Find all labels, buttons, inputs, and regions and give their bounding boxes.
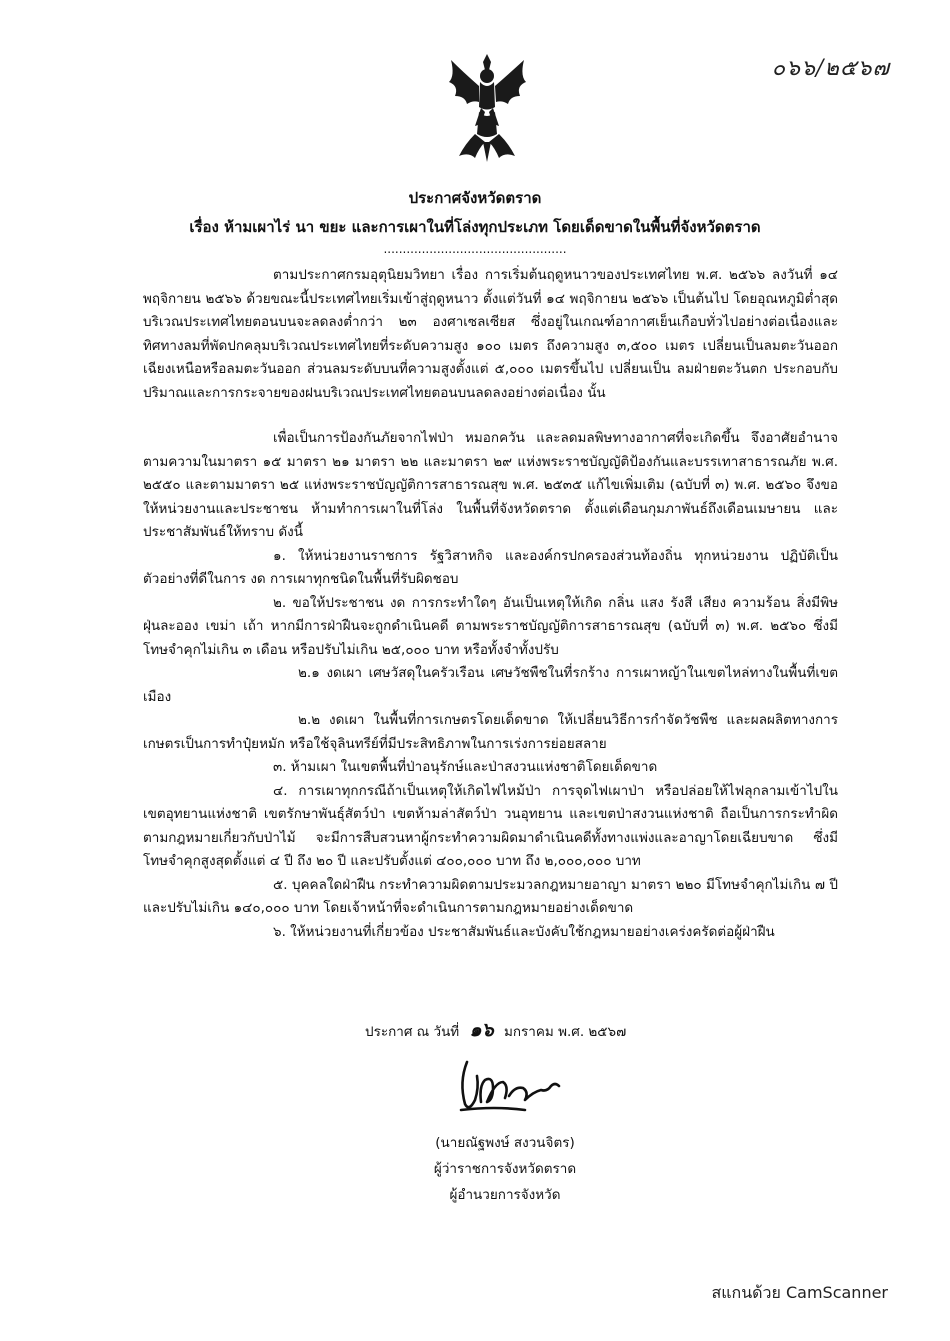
list-item: ๖. ให้หน่วยงานที่เกี่ยวข้อง ประชาสัมพันธ์และบังคับใช้กฎหมายอย่างเคร่งครัดต่อผู้ฝ่าฝืน	[273, 923, 775, 940]
document-title: ประกาศจังหวัดตราด	[408, 189, 542, 207]
paragraph: เพื่อเป็นการป้องกันภัยจากไฟป่า หมอกควัน และลดมลพิษทางอากาศที่จะเกิดขึ้น จึงอาศัยอำนาจตามความในมาตรา ๑๕ มาตรา ๒๑ มาตรา ๒๒ และมาตรา ๒๙ แห่งพระราชบัญญัติป้องกันและบรรเทาสาธารณภัย พ.ศ. ๒๕๕๐ และตามมาตรา ๒๕ แห่งพระราชบัญญัติการสาธารณสุข พ.ศ. ๒๕๓๕ แก้ไขเพิ่มเติม (ฉบับที่ ๓) พ.ศ. ๒๕๖๐ จึงขอให้หน่วยงานและประชาชน ห้ามทำการเผาในที่โล่ง ในพื้นที่จังหวัดตราด ตั้งแต่เดือนกุมภาพันธ์ถึงเดือนเมษายน และประชาสัมพันธ์ให้ทราบ ดังนี้	[143, 430, 838, 540]
document-subject: เรื่อง ห้ามเผาไร่ นา ขยะ และการเผาในที่โล่งทุกประเภท โดยเด็ดขาดในพื้นที่จังหวัดตราด	[189, 218, 761, 236]
paragraph: ตามประกาศกรมอุตุนิยมวิทยา เรื่อง การเริ่มต้นฤดูหนาวของประเทศไทย พ.ศ. ๒๕๖๖ ลงวันที่ ๑๔ พฤจิกายน ๒๕๖๖ ด้วยขณะนี้ประเทศไทยเริ่มเข้าสู่ฤดูหนาว ตั้งแต่วันที่ ๑๔ พฤจิกายน ๒๕๖๖ เป็นต้นไป โดยอุณหภูมิต่ำสุดบริเวณประเทศไทยตอนบนจะลดลงต่ำกว่า ๒๓ องศาเซลเซียส ซึ่งอยู่ในเกณฑ์อากาศเย็นเกือบทั่วไปอย่างต่อเนื่องและทิศทางลมที่พัดปกคลุมบริเวณประเทศไทยที่ระดับความสูง ๑๐๐ เมตร ถึงความสูง ๓,๕๐๐ เมตร เปลี่ยนเป็นลมตะวันออกเฉียงเหนือหรือลมตะวันออก ส่วนลมระดับบนที่ความสูงตั้งแต่ ๕,๐๐๐ เมตรขึ้นไป เปลี่ยนเป็น ลมฝ่ายตะวันตก ประกอบกับปริมาณและการกระจายของฝนบริเวณประเทศไทยตอนบนลดลงอย่างต่อเนื่อง นั้น	[143, 267, 838, 401]
garuda-emblem-icon	[445, 52, 530, 164]
signature-block	[395, 1130, 615, 1208]
list-item: ๕. บุคคลใดฝ่าฝืน กระทำความผิดตามประมวลกฎหมายอาญา มาตรา ๒๒๐ มีโทษจำคุกไม่เกิน ๗ ปี และปรับไม่เกิน ๑๔๐,๐๐๐ บาท โดยเจ้าหน้าที่จะดำเนินการตามกฎหมายอย่างเด็ดขาด	[143, 876, 838, 916]
handwritten-signature-icon	[455, 1052, 565, 1122]
announce-day: ๑๖	[469, 1019, 494, 1041]
list-item: ๓. ห้ามเผา ในเขตพื้นที่ป่าอนุรักษ์และป่าสงวนแห่งชาติโดยเด็ดขาด	[273, 759, 658, 775]
scanner-watermark: สแกนด้วย CamScanner	[711, 1283, 888, 1302]
list-item: ๑. ให้หน่วยงานราชการ รัฐวิสาหกิจ และองค์กรปกครองส่วนท้องถิ่น ทุกหน่วยงาน ปฏิบัติเป็นตัวอย่างที่ดีในการ งด การเผาทุกชนิดในพื้นที่รับผิดชอบ	[143, 547, 838, 587]
signer-name: (นายณัฐพงษ์ สงวนจิตร)	[435, 1135, 575, 1151]
signer-position: ผู้อำนวยการจังหวัด	[449, 1187, 561, 1203]
separator-dots: ................................................	[383, 242, 567, 256]
list-item: ๒. ขอให้ประชาชน งด การกระทำใดๆ อันเป็นเหตุให้เกิด กลิ่น แสง รังสี เสียง ความร้อน สิ่งมีพิษ ฝุ่นละออง เขม่า เถ้า หากมีการฝ่าฝืนจะถูกดำเนินคดี ตามพระราชบัญญัติการสาธารณสุข (ฉบับที่ ๓) พ.ศ. ๒๕๖๐ ซึ่งมีโทษจำคุกไม่เกิน ๓ เดือน หรือปรับไม่เกิน ๒๕,๐๐๐ บาท หรือทั้งจำทั้งปรับ	[143, 594, 838, 658]
signer-position: ผู้ว่าราชการจังหวัดตราด	[433, 1161, 577, 1177]
document-body	[143, 264, 838, 944]
announce-suffix: มกราคม พ.ศ. ๒๕๖๗	[503, 1024, 627, 1040]
list-item: ๔. การเผาทุกกรณีถ้าเป็นเหตุให้เกิดไฟไหม้ป่า การจุดไฟเผาป่า หรือปล่อยให้ไฟลุกลามเข้าไปในเขตอุทยานแห่งชาติ เขตรักษาพันธุ์สัตว์ป่า เขตห้ามล่าสัตว์ป่า วนอุทยาน และเขตป่าสงวนแห่งชาติ ถือเป็นการกระทำผิดตามกฎหมายเกี่ยวกับป่าไม้ จะมีการสืบสวนหาผู้กระทำความผิดมาดำเนินคดีทั้งทางแพ่งและอาญาโดยเฉียบขาด ซึ่งมีโทษจำคุกสูงสุดตั้งแต่ ๔ ปี ถึง ๒๐ ปี และปรับตั้งแต่ ๔๐๐,๐๐๐ บาท ถึง ๒,๐๐๐,๐๐๐ บาท	[143, 782, 838, 869]
list-subitem: ๒.๒ งดเผา ในพื้นที่การเกษตรโดยเด็ดขาด ให้เปลี่ยนวิธีการกำจัดวัชพืช และผลผลิตทางการเกษตรเป็นการทำปุ๋ยหมัก หรือใช้จุลินทรีย์ที่มีประสิทธิภาพในการเร่งการย่อยสลาย	[143, 712, 838, 752]
document-number: ๐๖๖/๒๕๖๗	[771, 56, 890, 81]
announce-prefix: ประกาศ ณ วันที่	[365, 1024, 460, 1040]
announcement-date	[365, 1015, 626, 1045]
list-subitem: ๒.๑ งดเผา เศษวัสดุในครัวเรือน เศษวัชพืชในที่รกร้าง การเผาหญ้าในเขตไหล่ทางในพื้นที่เขตเมือง	[143, 665, 838, 705]
